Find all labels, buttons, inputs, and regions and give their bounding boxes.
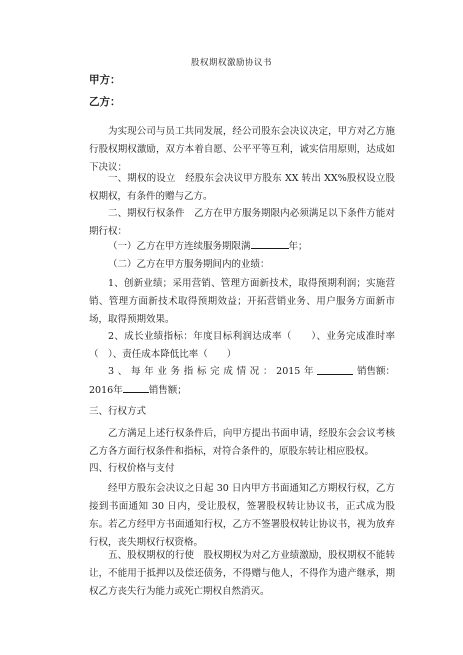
item-3-word: 年 [144,366,154,377]
item-3-year-2015: 2015 [276,366,301,377]
section-3-title: 三、行权方式 [89,406,147,417]
item-3-word: 业 [157,366,167,377]
section-2-exercise-conditions: 二、期权行权条件 乙方在甲方服务期限内必须满足以下条件方能对期行权： [89,208,395,237]
condition-1-service-term [89,237,414,256]
item-3-word: 况 [249,366,260,377]
item-3-sales-label: 销售额： [356,366,395,377]
item-3-sales-label-2: 销售额； [148,385,187,396]
document-title: 股权期权激励协议书 [190,58,272,68]
sales-2015-blank [317,363,353,375]
performance-item-2-growth: 2、成长业绩指标：年度目标利润达成率（ ）、业务完成准时率（ ）、责任成本降低比率（ ） [89,331,395,360]
section-4-title: 四、行权价格与支付 [89,463,175,474]
item-3-word: ： [262,366,273,377]
item-3-word: 成 [223,366,233,377]
performance-item-1-innovation: 1、创新业绩；采用营销、管理方面新技术，取得预期利润；实施营销、管理方面新技术取得预期效益；开拓营销业务、用户服务方面新市场，取得预期效果。 [89,278,395,325]
intro-paragraph: 为实现公司与员工共同发展，经公司股东会决议决定，甲方对乙方施行股权期权激励，双方本着自愿、公平平等互利，诚实信用原则，达成如下决议： [89,126,395,173]
party-b-label: 乙方： [89,96,121,108]
condition-1-suffix: 年； [288,241,308,252]
item-3-word: 3 [108,366,115,377]
performance-item-3-line-1 [89,363,395,381]
party-a-label: 甲方： [89,74,121,86]
section-5-exercise-of-options: 五、股权期权的行使 股权期权为对乙方业绩激励，股权期权不能转让，不能用于抵押以及偿还债务，不得赠与他人，不得作为遗产继承，期权乙方丧失行为能力或死亡期权自然消灭。 [89,550,395,597]
item-3-year-2016: 2016年 [89,385,123,396]
sales-2016-blank [123,381,149,393]
item-3-word: 每 [130,366,141,377]
item-3-word: 、 [117,366,128,377]
section-1-option-setup: 一、期权的设立 经股东会决议甲方股东 XX 转出 XX%股权设立股权期权，有条件的赠与乙方。 [89,173,395,202]
performance-item-3-line-2 [89,381,395,400]
item-3-word: 情 [236,366,247,377]
item-3-word: 务 [170,366,181,377]
condition-1-text: （一）乙方在甲方连续服务期限满 [108,241,251,252]
item-3-word: 完 [210,366,220,377]
condition-2-performance: （二）乙方在甲方服务期间内的业绩： [108,259,270,270]
service-years-blank [251,237,289,249]
item-3-word: 标 [196,366,207,377]
item-3-word: 年 [304,366,314,377]
section-4-body: 经甲方股东会决议之日起 30 日内甲方书面通知乙方期权行权，乙方接到书面通知 30 日内，受让股权，签署股权转让协议书，正式成为股东。若乙方经甲方书面通知行权，乙方不签署股权转让协议书，视为放弃行权，丧失期权行权资格。 [89,483,395,548]
item-3-word: 指 [183,366,194,377]
section-3-body: 乙方满足上述行权条件后，向甲方提出书面申请，经股东会会议考核乙方各方面行权条件和指标，对符合条件的，原股东转让相应股权。 [89,428,395,457]
